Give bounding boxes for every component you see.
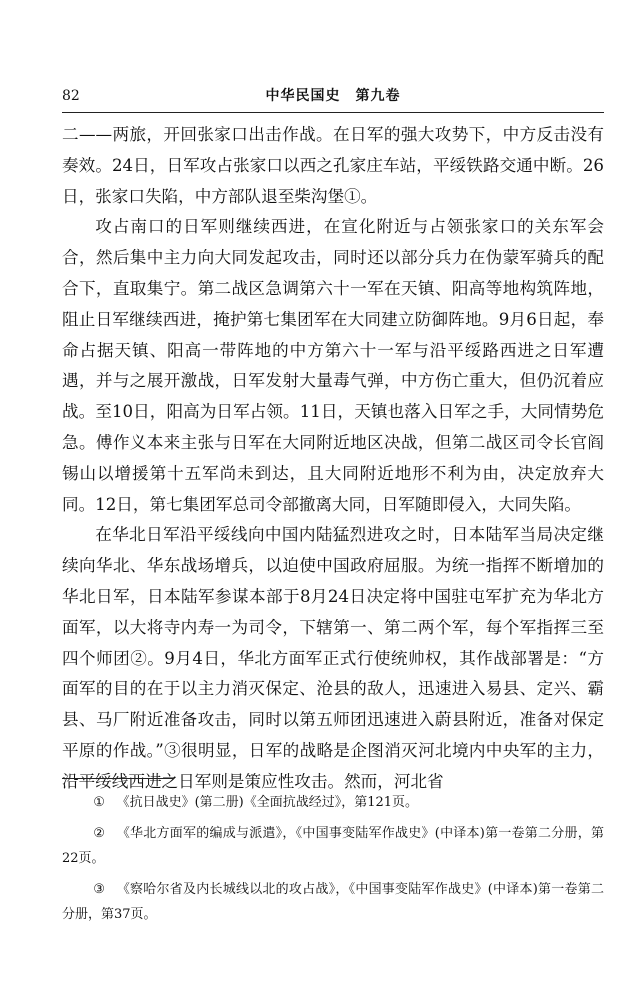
- footnote-marker: ③: [93, 882, 105, 897]
- page-header: [62, 85, 604, 107]
- footnote: [62, 821, 604, 871]
- paragraph: 在华北日军沿平绥线向中国内陆猛烈进攻之时，日本陆军当局决定继续向华北、华东战场增兵，以迫使中国政府屈服。为统一指挥不断增加的华北日军，日本陆军参谋本部于8月24日决定将中国驻屯军扩充为华北方面军，以大将寺内寿一为司令，下辖第一、第二两个军，每个军指挥三至四个师团②。9月4日，华北方面军正式行使统帅权，其作战部署是：“方面军的目的在于以主力消灭保定、沧县的敌人，迅速进入易县、定兴、霸县、马厂附近准备攻击，同时以第五师团迅速进入蔚县附近，准备对保定平原的作战。”③很明显，日军的战略是企图消灭河北境内中央军的主力，沿平绥线西进之日军则是策应性攻击。然而，河北省: [62, 525, 604, 791]
- footnote-text: 《华北方面军的编成与派遣》，《中国事变陆军作战史》(中译本)第一卷第二分册，第22页。: [62, 826, 604, 866]
- footnote-rule: [62, 778, 174, 779]
- footnote: [62, 877, 604, 927]
- paragraph: 攻占南口的日军则继续西进，在宣化附近与占领张家口的关东军会合，然后集中主力向大同发起攻击，同时还以部分兵力在伪蒙军骑兵的配合下，直取集宁。第二战区急调第六十一军在天镇、阳高等地构筑阵地，阻止日军继续西进，掩护第七集团军在大同建立防御阵地。9月6日起，奉命占据天镇、阳高一带阵地的中方第六十一军与沿平绥路西进之日军遭遇，并与之展开激战，日军发射大量毒气弹，中方伤亡重大，但仍沉着应战。至10日，阳高为日军占领。11日，天镇也落入日军之手，大同情势危急。傅作义本来主张与日军在大同附近地区决战，但第二战区司令长官阎锡山以增援第十五军尚未到达，且大同附近地形不利为由，决定放弃大同。12日，第七集团军总司令部撤离大同，日军随即侵入，大同失陷。: [62, 217, 604, 514]
- body-text: [62, 120, 604, 798]
- page-number: 82: [62, 88, 80, 104]
- paragraph: 二——两旅，开回张家口出击作战。在日军的强大攻势下，中方反击没有奏效。24日，日军攻占张家口以西之孔家庄车站，平绥铁路交通中断。26日，张家口失陷，中方部队退至柴沟堡①。: [62, 125, 604, 206]
- footnote-text: 《抗日战史》(第二册)《全面抗战经过》，第121页。: [116, 795, 419, 810]
- header-rule: [62, 112, 604, 113]
- footnote-text: 《察哈尔省及内长城线以北的攻占战》，《中国事变陆军作战史》(中译本)第一卷第二分册，第37页。: [62, 882, 604, 922]
- running-head: 中华民国史 第九卷: [265, 88, 401, 104]
- footnote-marker: ②: [93, 826, 105, 841]
- footnote-marker: ①: [93, 795, 105, 810]
- footnote: [62, 790, 604, 815]
- footnotes: [62, 790, 604, 933]
